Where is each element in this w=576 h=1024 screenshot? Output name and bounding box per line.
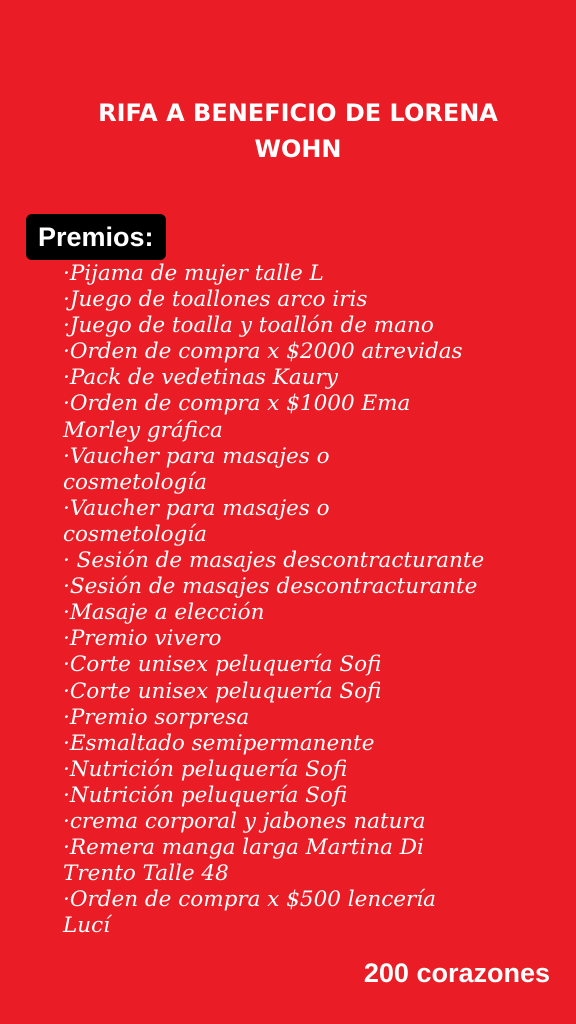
prize-item: · Sesión de masajes descontracturante: [63, 548, 485, 574]
prize-item: ·Orden de compra x $2000 atrevidas: [63, 339, 463, 365]
prize-item: ·Premio vivero: [63, 626, 222, 652]
prize-item: ·Orden de compra x $1000 Ema: [63, 391, 411, 417]
prize-item: Trento Talle 48: [63, 861, 229, 887]
prize-item: ·crema corporal y jabones natura: [63, 808, 426, 834]
prize-item: ·Esmaltado semipermanente: [63, 730, 375, 756]
prize-item: ·Pijama de mujer talle L: [63, 261, 324, 286]
prize-item: Lucí: [63, 913, 111, 939]
prize-item: ·Vaucher para masajes o: [63, 495, 330, 521]
prize-item: ·Juego de toallones arco iris: [63, 287, 368, 313]
prize-item: Morley gráfica: [63, 417, 223, 443]
raffle-title-line-2: WOHN: [254, 135, 342, 163]
premios-label: Premios:: [26, 214, 166, 260]
footer-text: 200 corazones: [363, 958, 550, 988]
prize-item: ·Nutrición peluquería Sofi: [63, 756, 348, 782]
prize-item: ·Vaucher para masajes o: [63, 443, 330, 469]
prize-item: ·Sesión de masajes descontracturante: [63, 574, 478, 600]
prize-item: ·Juego de toalla y toallón de mano: [63, 313, 434, 339]
prize-item: ·Premio sorpresa: [63, 704, 250, 730]
prize-item: ·Remera manga larga Martina Di: [63, 835, 424, 861]
raffle-title-line-1: RIFA A BENEFICIO DE LORENA: [98, 99, 498, 127]
raffle-title: [0, 95, 576, 167]
prize-item: ·Corte unisex peluquería Sofi: [63, 678, 382, 704]
prize-item: ·Masaje a elección: [63, 600, 265, 626]
prize-item: ·Pack de vedetinas Kaury: [63, 365, 338, 391]
prize-item: cosmetología: [63, 521, 207, 547]
prize-item: cosmetología: [63, 469, 207, 495]
prize-list: [63, 261, 563, 939]
prize-item: ·Corte unisex peluquería Sofi: [63, 652, 382, 678]
prize-item: ·Orden de compra x $500 lencería: [63, 887, 436, 913]
prize-item: ·Nutrición peluquería Sofi: [63, 782, 348, 808]
